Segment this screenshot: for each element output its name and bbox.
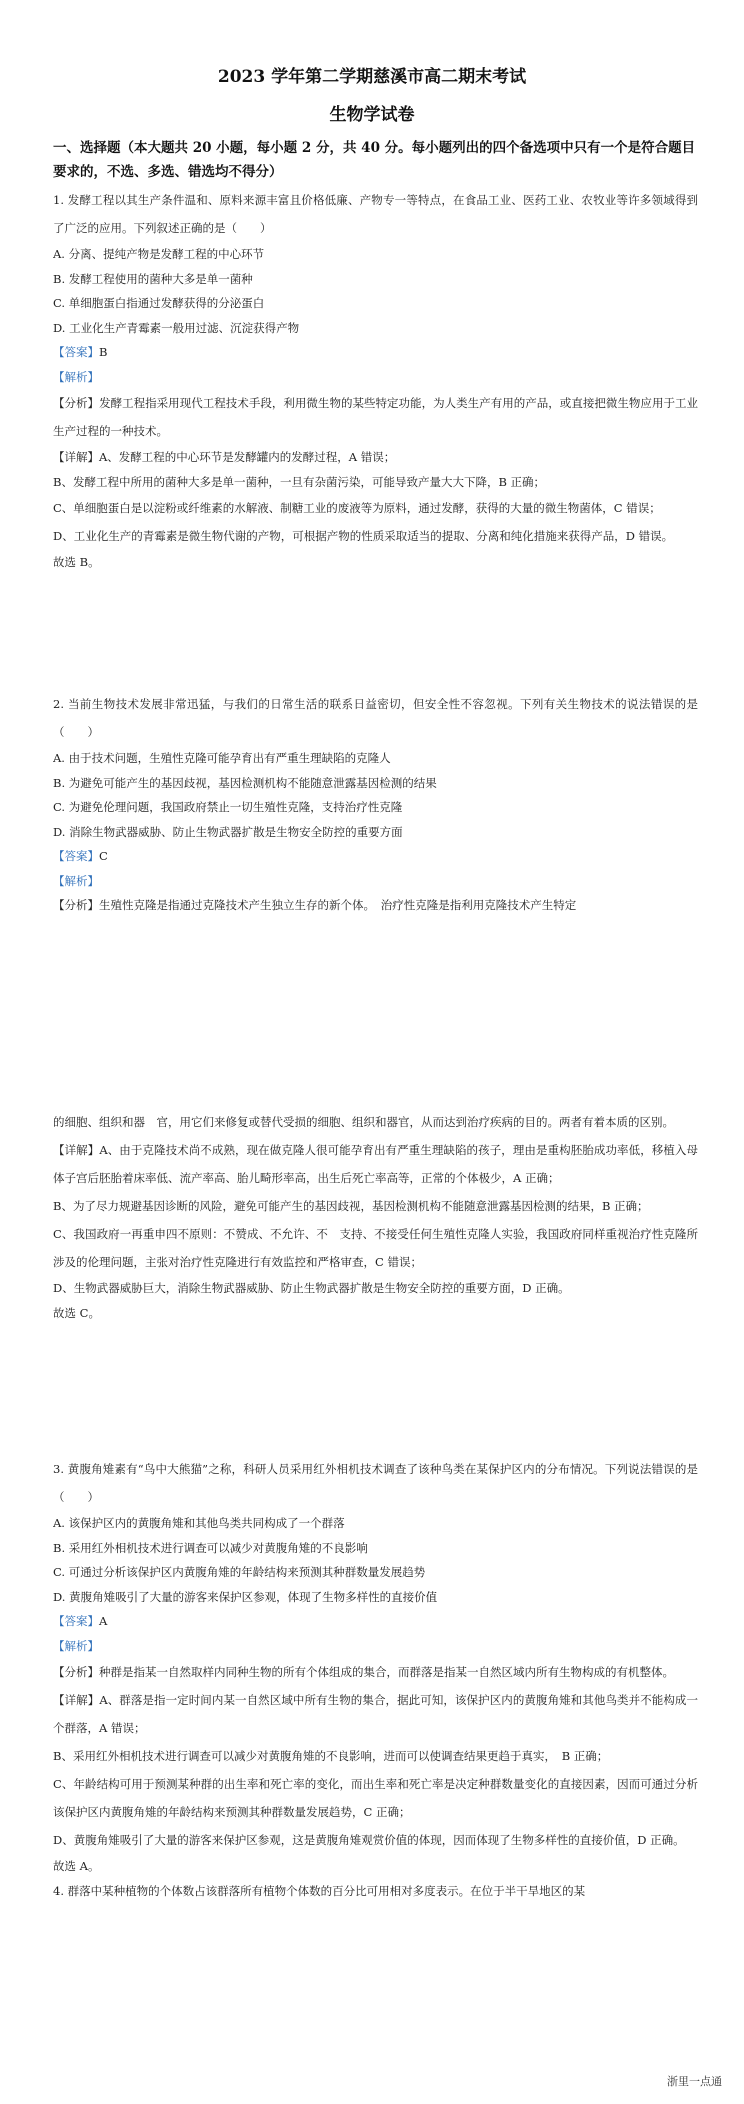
fenxi-tag: 【分析】 [53, 1665, 99, 1679]
analysis-tag: 【解析】 [53, 873, 99, 888]
answer-line [53, 1609, 698, 1634]
fenxi-continued: 的细胞、组织和器 官，用它们来修复或替代受损的细胞、组织和器官，从而达到治疗疾病的目的。两者有着本质的区别。 [53, 1115, 674, 1129]
option-d: D. 黄腹角雉吸引了大量的游客来保护区参观，体现了生物多样性的直接价值 [53, 1589, 438, 1604]
xiangjie-tag: 【详解】 [53, 450, 99, 464]
xiangjie-tag: 【详解】 [53, 1693, 100, 1707]
detail-c: C、年龄结构可用于预测某种群的出生率和死亡率的变化，而出生率和死亡率是决定种群数量变化的直接因素，因而可通过分析该保护区内黄腹角雉的年龄结构来预测其种群数量发展趋势，C 正确； [53, 1777, 698, 1819]
answer-line [53, 340, 698, 365]
option-c: C. 单细胞蛋白指通过发酵获得的分泌蛋白 [53, 296, 265, 310]
detail-d: D、生物武器威胁巨大，消除生物武器威胁、防止生物武器扩散是生物安全防控的重要方面，D 正确。 [53, 1281, 570, 1295]
detail-d: D、黄腹角雉吸引了大量的游客来保护区参观，这是黄腹角雉观赏价值的体现，因而体现了生物多样性的直接价值，D 正确。 [53, 1833, 685, 1847]
detail-c: C、单细胞蛋白是以淀粉或纤维素的水解液、制糖工业的废液等为原料，通过发酵，获得的大量的微生物菌体，C 错误； [53, 501, 661, 515]
question-2-continued [53, 1108, 698, 1325]
question-4-stem: 4. 群落中某种植物的个体数占该群落所有植物个体数的百分比可用相对多度表示。在位于半干旱地区的某 [53, 1883, 586, 1898]
question-stem: 3. 黄腹角雉素有“鸟中大熊猫”之称，科研人员采用红外相机技术调查了该种鸟类在某保护区内的分布情况。下列说法错误的是（ ） [53, 1462, 698, 1504]
detail-a-text: A、群落是指一定时间内某一自然区域中所有生物的集合，据此可知，该保护区内的黄腹角雉和其他鸟类并不能构成一个群落，A 错误； [53, 1693, 698, 1735]
detail-a-text: A、发酵工程的中心环节是发酵罐内的发酵过程，A 错误； [99, 450, 396, 464]
conclusion: 故选 B。 [53, 555, 100, 569]
detail-b: B、发酵工程中所用的菌种大多是单一菌种，一旦有杂菌污染，可能导致产量大大下降，B 正确； [53, 474, 546, 489]
option-a: A. 分离、提纯产物是发酵工程的中心环节 [53, 247, 265, 261]
answer-tag: 【答案】 [53, 849, 99, 863]
fenxi-paragraph [53, 1658, 698, 1686]
detail-a [53, 1136, 698, 1192]
section-heading: 一、选择题（本大题共 20 小题，每小题 2 分，共 40 分。每小题列出的四个备选项中只有一个是符合题目要求的，不选、多选、错选均不得分） [53, 140, 696, 180]
detail-a-text: A、由于克隆技术尚不成熟，现在做克隆人很可能孕育出有严重生理缺陷的孩子，理由是重构胚胎成功率低，移植入母体子宫后胚胎着床率低、流产率高、胎儿畸形率高，出生后死亡率高等，正常的个体极少，A 正确； [53, 1143, 698, 1185]
detail-c: C、我国政府一再重申四不原则：不赞成、不允许、不 支持、不接受任何生殖性克隆人实验，我国政府同样重视治疗性克隆所涉及的伦理问题，主张对治疗性克隆进行有效监控和严格审查，C 错误； [53, 1227, 698, 1269]
fenxi-text: 发酵工程指采用现代工程技术手段，利用微生物的某些特定功能，为人类生产有用的产品，或直接把微生物应用于工业生产过程的一种技术。 [53, 396, 698, 438]
exam-title: 2023 学年第二学期慈溪市高二期末考试 [217, 67, 527, 87]
conclusion: 故选 C。 [53, 1305, 100, 1320]
fenxi-text: 生殖性克隆是指通过克隆技术产生独立生存的新个体。 治疗性克隆是指利用克隆技术产生特定 [99, 898, 577, 912]
option-b: B. 采用红外相机技术进行调查可以减少对黄腹角雉的不良影响 [53, 1540, 368, 1555]
detail-a [53, 1686, 698, 1742]
analysis-line [53, 365, 698, 390]
question-stem: 1. 发酵工程以其生产条件温和、原料来源丰富且价格低廉、产物专一等特点，在食品工业、医药工业、农牧业等许多领域得到了广泛的应用。下列叙述正确的是（ ） [53, 193, 698, 235]
question-stem: 2. 当前生物技术发展非常迅猛，与我们的日常生活的联系日益密切，但安全性不容忽视。下列有关生物技术的说法错误的是（ ） [53, 697, 698, 739]
analysis-line [53, 1634, 698, 1659]
question-2 [53, 690, 698, 918]
footer-watermark: 浙里一点通 [667, 2075, 722, 2088]
exam-subtitle: 生物学试卷 [329, 105, 415, 125]
detail-b: B、采用红外相机技术进行调查可以减少对黄腹角雉的不良影响，进而可以使调查结果更趋于真实， B 正确； [53, 1749, 609, 1763]
option-a: A. 由于技术问题，生殖性克隆可能孕育出有严重生理缺陷的克隆人 [53, 751, 391, 765]
question-3 [53, 1455, 698, 1903]
option-c: C. 为避免伦理问题，我国政府禁止一切生殖性克隆，支持治疗性克隆 [53, 800, 403, 814]
question-1 [53, 186, 698, 575]
option-d: D. 工业化生产青霉素一般用过滤、沉淀获得产物 [53, 320, 300, 335]
answer-value: A [99, 1614, 108, 1628]
fenxi-paragraph [53, 893, 698, 918]
answer-line [53, 844, 698, 869]
detail-d: D、工业化生产的青霉素是微生物代谢的产物，可根据产物的性质采取适当的提取、分离和纯化措施来获得产品，D 错误。 [53, 529, 674, 543]
answer-tag: 【答案】 [53, 345, 99, 359]
option-b: B. 为避免可能产生的基因歧视，基因检测机构不能随意泄露基因检测的结果 [53, 775, 437, 790]
analysis-tag: 【解析】 [53, 369, 99, 384]
fenxi-tag: 【分析】 [53, 396, 100, 410]
option-b: B. 发酵工程使用的菌种大多是单一菌种 [53, 271, 253, 286]
analysis-tag: 【解析】 [53, 1638, 99, 1653]
answer-value: C [99, 849, 108, 863]
detail-b: B、为了尽力规避基因诊断的风险，避免可能产生的基因歧视，基因检测机构不能随意泄露基因检测的结果，B 正确； [53, 1199, 649, 1213]
option-a: A. 该保护区内的黄腹角雉和其他鸟类共同构成了一个群落 [53, 1516, 345, 1530]
fenxi-text: 种群是指某一自然取样内同种生物的所有个体组成的集合，而群落是指某一自然区域内所有生物构成的有机整体。 [99, 1665, 674, 1679]
option-d: D. 消除生物武器威胁、防止生物武器扩散是生物安全防控的重要方面 [53, 824, 403, 839]
option-c: C. 可通过分析该保护区内黄腹角雉的年龄结构来预测其种群数量发展趋势 [53, 1565, 426, 1579]
conclusion: 故选 A。 [53, 1859, 100, 1873]
detail-a [53, 445, 698, 470]
xiangjie-tag: 【详解】 [53, 1143, 100, 1157]
fenxi-paragraph [53, 389, 698, 445]
fenxi-tag: 【分析】 [53, 898, 99, 912]
analysis-line [53, 869, 698, 894]
answer-tag: 【答案】 [53, 1614, 99, 1628]
answer-value: B [99, 345, 108, 359]
